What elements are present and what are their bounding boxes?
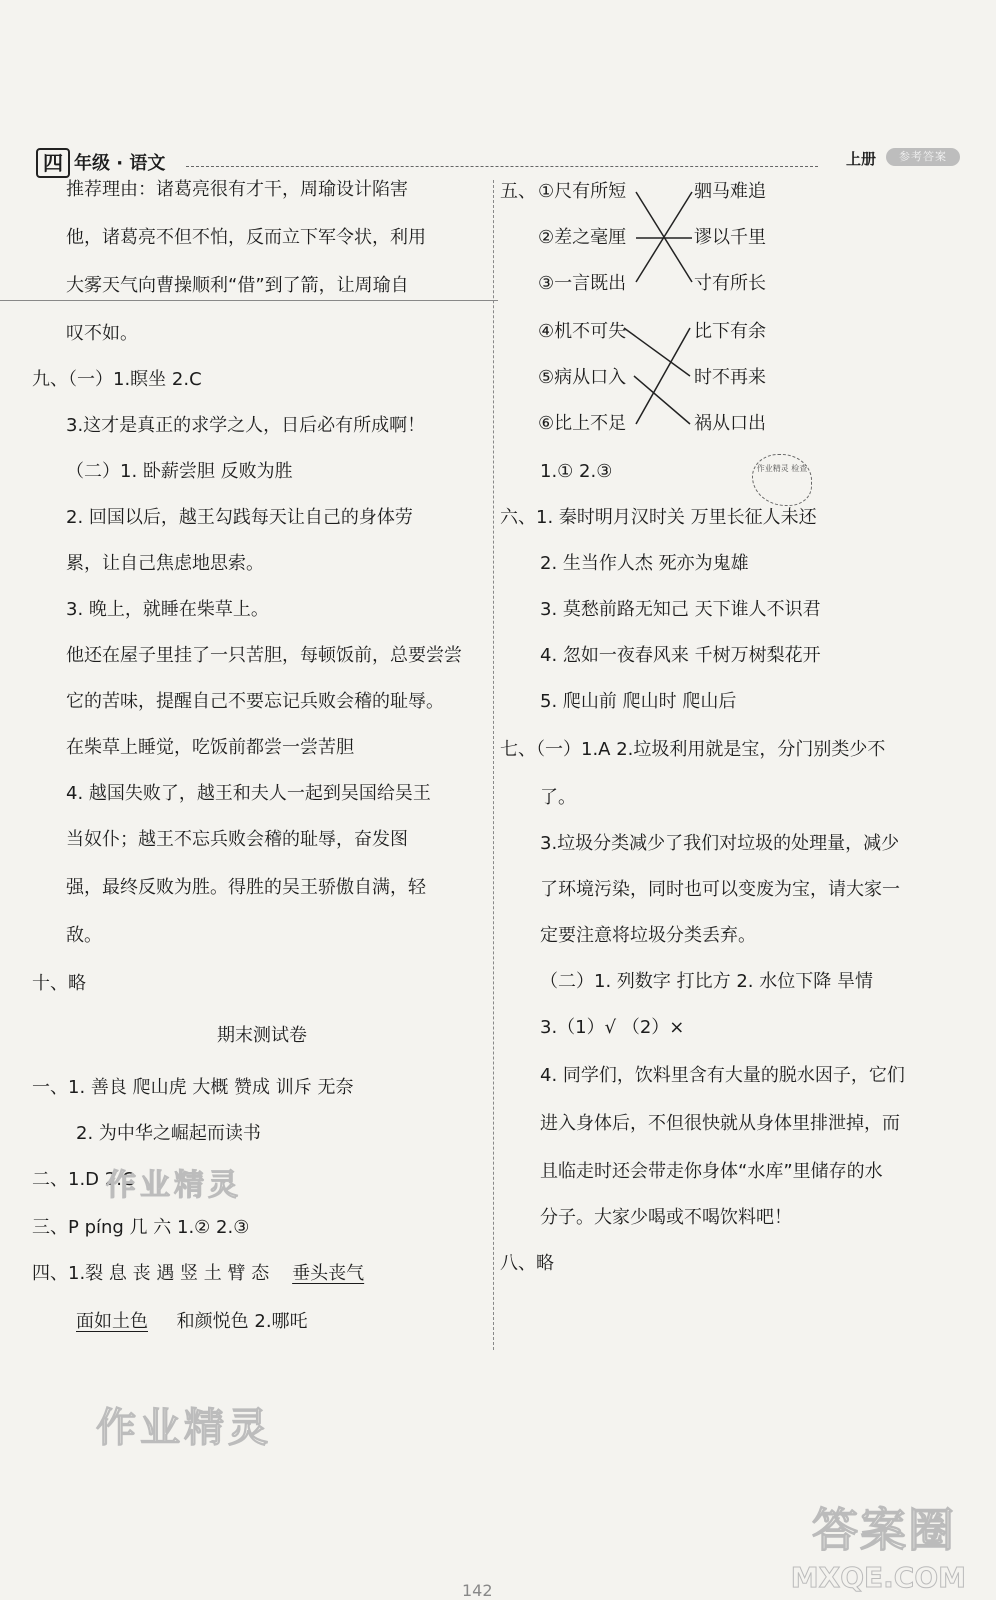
match-left-item: ①尺有所短 <box>538 181 627 202</box>
match-right-item: 比下有余 <box>694 321 766 342</box>
watermark: 作业精灵 <box>106 1168 242 1203</box>
volume-label: 上册 <box>845 150 876 168</box>
idiom-underlined: 面如土色 <box>76 1311 148 1332</box>
page-number: 142 <box>462 1581 493 1600</box>
match-left-item: ⑤病从口入 <box>538 367 627 388</box>
match-right-item: 谬以千里 <box>694 227 766 248</box>
q9-line: （二）1. 卧薪尝胆 反败为胜 <box>66 461 293 482</box>
site-logo: 答案圈 <box>812 1503 956 1557</box>
check-stamp: 作业精灵 检查 <box>752 454 812 506</box>
q9-line: 强，最终反败为胜。得胜的吴王骄傲自满，轻 <box>66 877 426 898</box>
final-q4-chars: 四、1.裂 息 丧 遇 竖 土 臂 态 <box>32 1263 270 1284</box>
q9-line: 它的苦味，提醒自己不要忘记兵败会稽的耻辱。 <box>66 691 444 712</box>
q7-line: 3.垃圾分类减少了我们对垃圾的处理量，减少 <box>540 833 900 854</box>
q6-line: 5. 爬山前 爬山时 爬山后 <box>540 691 737 712</box>
match-line-5-6 <box>634 376 690 424</box>
q7-line: 了环境污染，同时也可以变废为宝，请大家一 <box>540 879 900 900</box>
header-divider <box>186 166 818 167</box>
q5-label: 五、 <box>500 181 536 202</box>
match-left-item: ②差之毫厘 <box>538 227 627 248</box>
subject-title: 年级 · 语文 <box>74 153 166 174</box>
idiom-underlined: 垂头丧气 <box>292 1263 365 1284</box>
q9-line: 九、（一）1.瞑坐 2.C <box>32 369 202 390</box>
match-left-item: ⑥比上不足 <box>538 413 627 434</box>
q9-line: 在柴草上睡觉，吃饭前都尝一尝苦胆 <box>66 737 354 758</box>
q7-line: 进入身体后，不但很快就从身体里排泄掉，而 <box>540 1113 900 1134</box>
final-q2-line: 二、1.D 2.C <box>32 1169 135 1190</box>
final-q3-line: 三、P píng 几 六 1.② 2.③ <box>32 1217 250 1238</box>
answer-badge: 参考答案 <box>886 148 960 166</box>
watermark: 作业精灵 <box>96 1405 272 1451</box>
final-q1-line: 一、1. 善良 爬山虎 大概 赞成 训斥 无奈 <box>32 1077 354 1098</box>
q7-line: 七、（一）1.A 2.垃圾利用就是宝，分门别类少不 <box>500 739 886 760</box>
reason-line: 推荐理由：诸葛亮很有才干，周瑜设计陷害 <box>66 179 408 200</box>
q7-line: 3.（1）√ （2）× <box>540 1017 685 1038</box>
q7-line: 了。 <box>540 787 576 808</box>
reason-line: 他，诸葛亮不但不怕，反而立下军令状，利用 <box>66 227 426 248</box>
final-q4-line <box>32 1262 364 1286</box>
q6-line: 六、1. 秦时明月汉时关 万里长征人未还 <box>500 507 817 528</box>
page-header <box>28 142 968 178</box>
q7-line: 定要注意将垃圾分类丢弃。 <box>540 925 756 946</box>
q7-line: （二）1. 列数字 打比方 2. 水位下降 旱情 <box>540 971 873 992</box>
q9-line: 累，让自己焦虑地思索。 <box>66 553 264 574</box>
q6-line: 3. 莫愁前路无知己 天下谁人不识君 <box>540 599 821 620</box>
scan-line <box>0 300 498 301</box>
match-right-item: 寸有所长 <box>694 273 766 294</box>
reason-line: 大雾天气向曹操顺利“借”到了箭，让周瑜自 <box>66 275 409 296</box>
q9-line: 3.这才是真正的求学之人，日后必有所成啊！ <box>66 415 426 436</box>
column-divider <box>493 180 494 1350</box>
match-right-item: 时不再来 <box>694 367 766 388</box>
match-left-item: ④机不可失 <box>538 321 627 342</box>
match-line-4-5 <box>624 328 690 376</box>
q7-line: 且临走时还会带走你身体“水库”里储存的水 <box>540 1161 883 1182</box>
site-url: MXQE.COM <box>790 1561 966 1594</box>
q5-answer: 1.① 2.③ <box>540 461 613 482</box>
q10-line: 十、略 <box>32 973 86 994</box>
match-right-item: 驷马难追 <box>694 181 766 202</box>
q9-line: 3. 晚上，就睡在柴草上。 <box>66 599 269 620</box>
matching-lines <box>600 178 700 440</box>
q9-line: 他还在屋子里挂了一只苦胆，每顿饭前，总要尝尝 <box>66 645 462 666</box>
grade-badge: 四 <box>36 148 70 178</box>
q8-line: 八、略 <box>500 1253 554 1274</box>
q9-line: 敌。 <box>66 925 102 946</box>
match-left-item: ③一言既出 <box>538 273 627 294</box>
match-right-item: 祸从口出 <box>694 413 766 434</box>
q6-line: 2. 生当作人杰 死亦为鬼雄 <box>540 553 749 574</box>
q9-line: 当奴仆；越王不忘兵败会稽的耻辱，奋发图 <box>66 829 408 850</box>
reason-line: 叹不如。 <box>66 323 138 344</box>
q9-line: 2. 回国以后，越王勾践每天让自己的身体劳 <box>66 507 413 528</box>
final-q4-tail: 和颜悦色 2.哪吒 <box>176 1311 308 1332</box>
q7-line: 分子。大家少喝或不喝饮料吧！ <box>540 1207 792 1228</box>
final-q1-line: 2. 为中华之崛起而读书 <box>76 1123 261 1144</box>
q7-line: 4. 同学们，饮料里含有大量的脱水因子，它们 <box>540 1065 905 1086</box>
q9-line: 4. 越国失败了，越王和夫人一起到吴国给吴王 <box>66 783 431 804</box>
final-q4-line <box>76 1310 308 1334</box>
final-exam-title: 期末测试卷 <box>217 1025 307 1046</box>
q6-line: 4. 忽如一夜春风来 千树万树梨花开 <box>540 645 821 666</box>
